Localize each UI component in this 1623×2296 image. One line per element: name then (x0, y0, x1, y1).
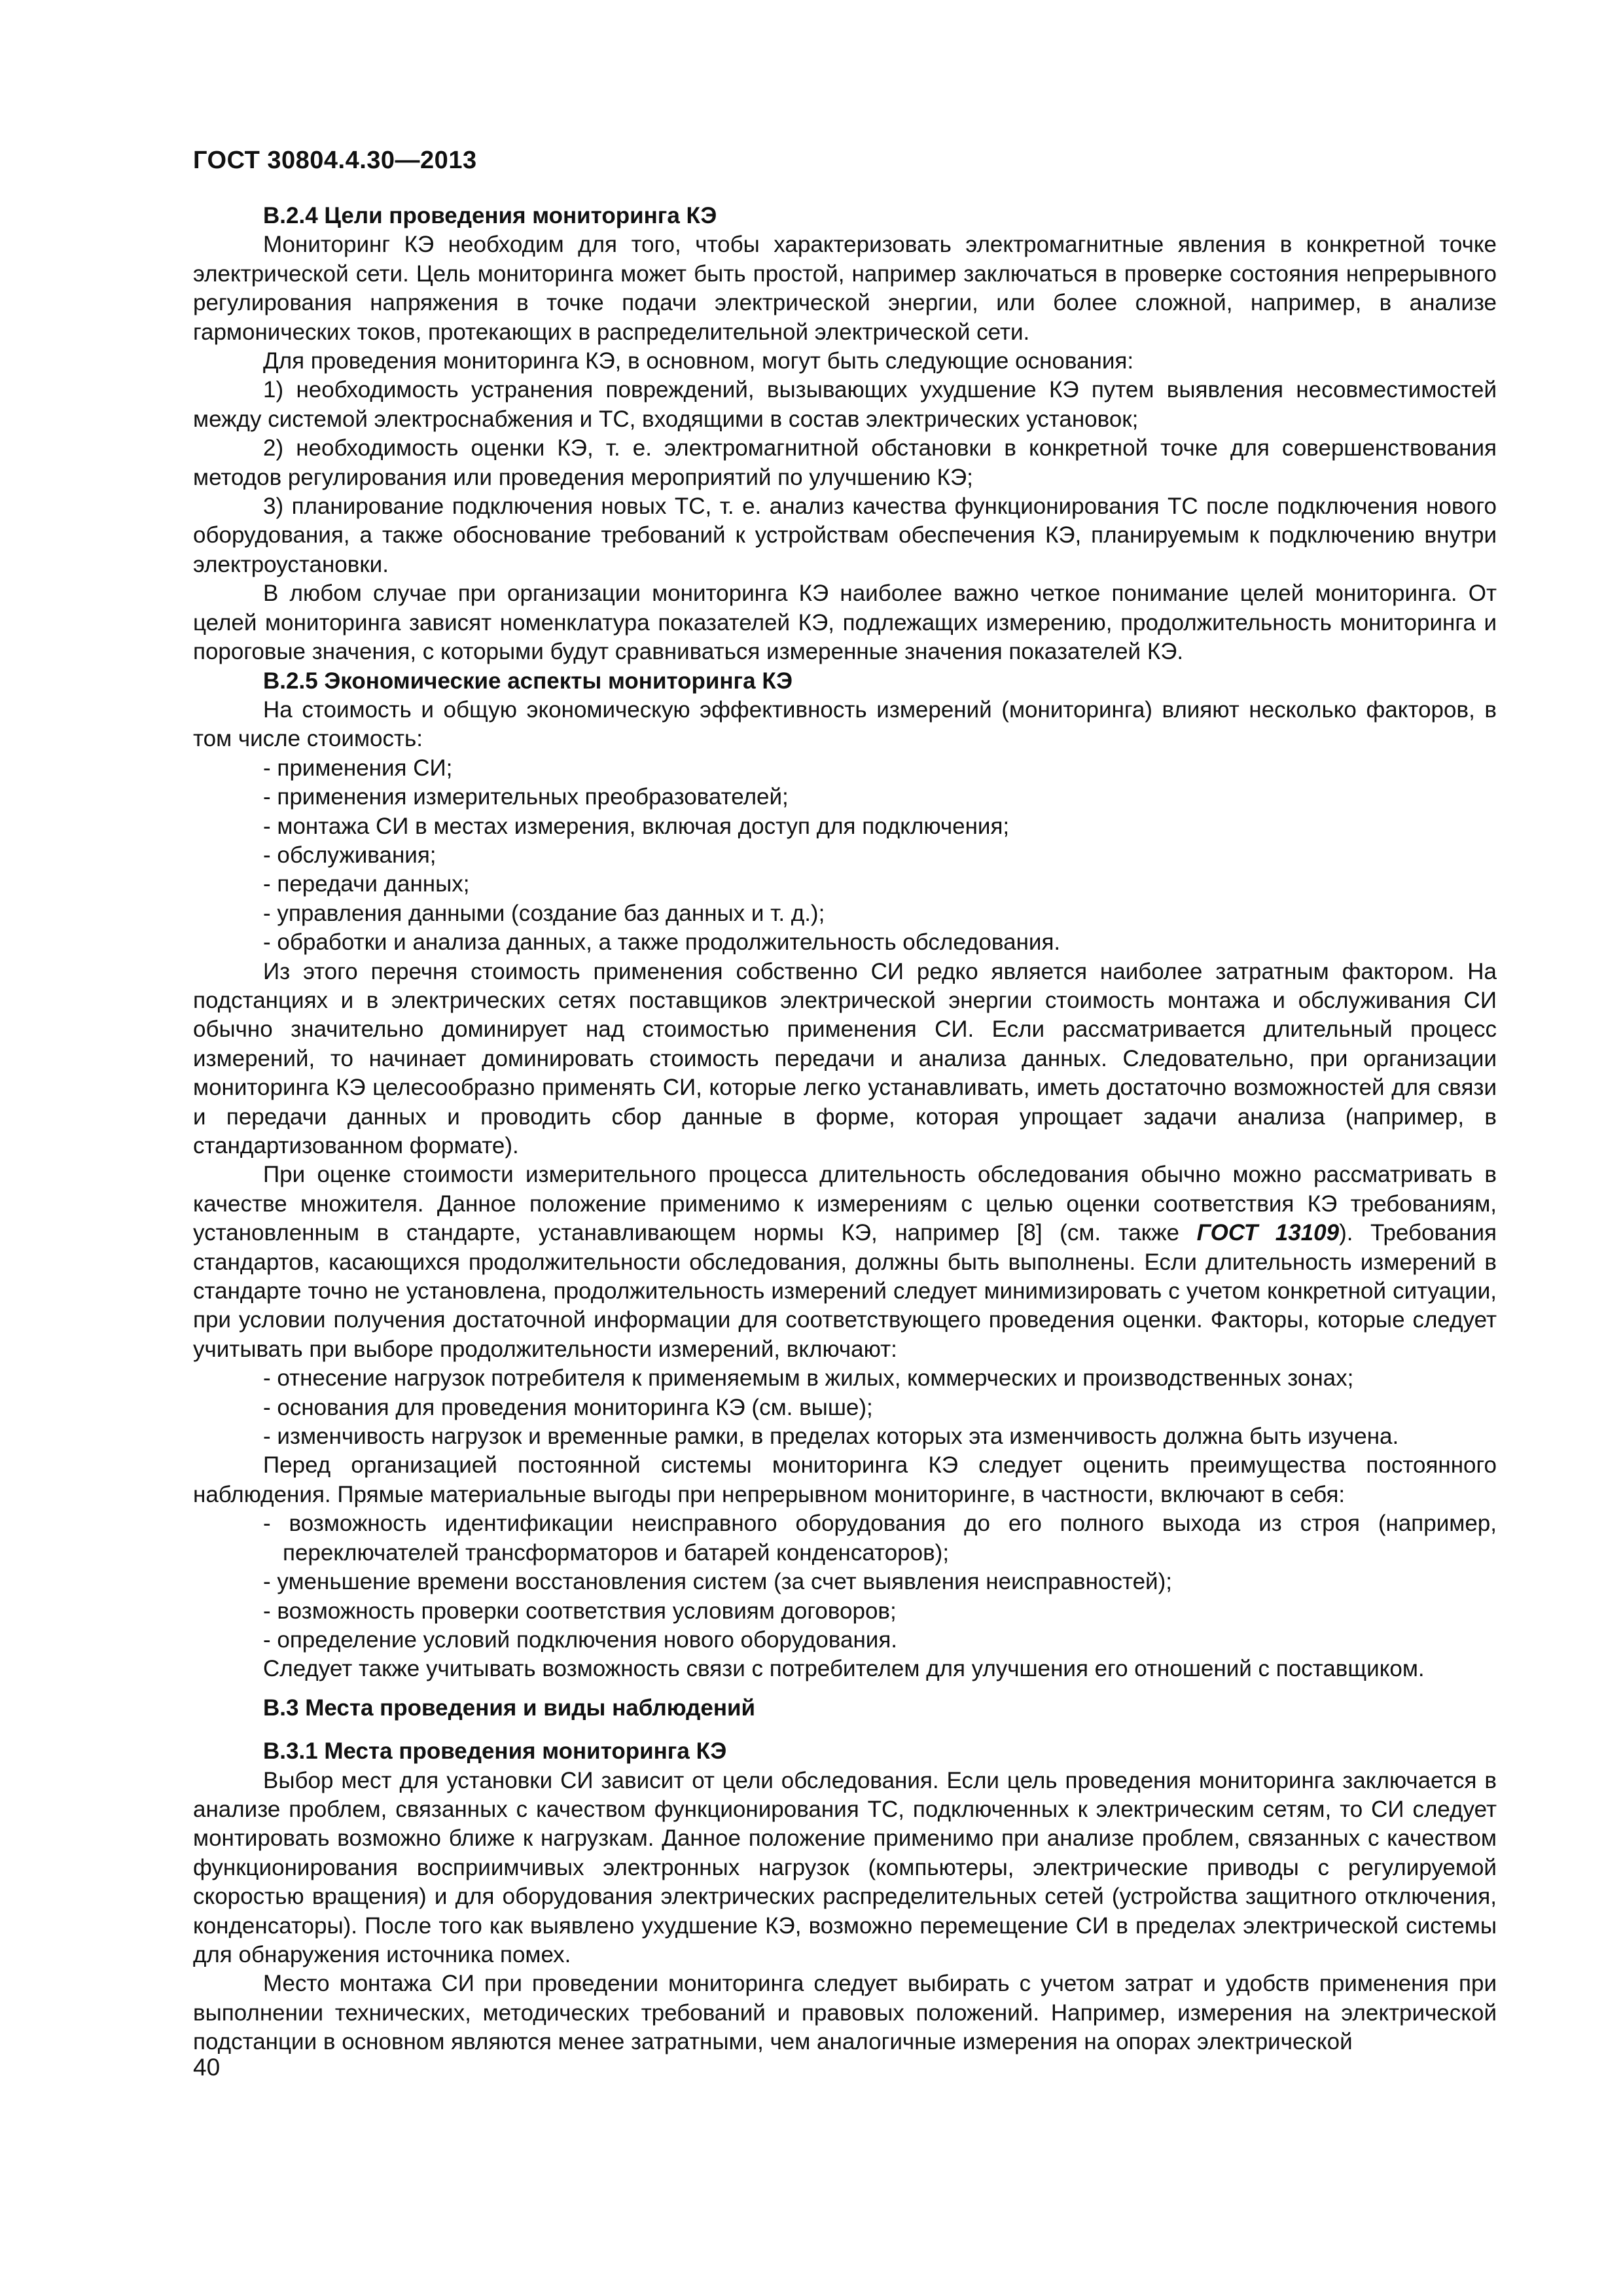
document-body (193, 202, 1497, 2057)
list-item: - основания для проведения мониторинга КЭ (см. выше); (263, 1394, 873, 1420)
paragraph: Место монтажа СИ при проведении мониторинга следует выбирать с учетом затрат и удобств применения при выполнении технических, методических требований и правовых положений. Например, измерения на электрической подстанции в основном являются менее затратными, чем аналогичные измерения на опорах электрической (193, 1971, 1497, 2055)
paragraph-text: ). Требования стандартов, касающихся продолжительности обследования, должны быть выполнены. Если длительность измерений в стандарте точно не установлена, продолжительность измерений следует минимизировать с учетом конкретной ситуации, при условии получения достаточной информации для соответствующего проведения оценки. Факторы, которые следует учитывать при выборе продолжительности измерений, включают: (193, 1220, 1497, 1362)
list-item: - уменьшение времени восстановления систем (за счет выявления неисправностей); (263, 1569, 1172, 1595)
paragraph: Выбор мест для установки СИ зависит от цели обследования. Если цель проведения мониторинга заключается в анализе проблем, связанных с качеством функционирования ТС, подключенных к электрическим сетям, то СИ следует монтировать возможно ближе к нагрузкам. Данное положение применимо при анализе проблем, связанных с качеством функционирования восприимчивых электронных нагрузок (компьютеры, электрические приводы с регулируемой скоростью вращения) и для оборудования электрических распределительных сетей (устройства защитного отключения, конденсаторы). После того как выявлено ухудшение КЭ, возможно перемещение СИ в пределах электрической системы для обнаружения источника помех. (193, 1767, 1497, 1967)
paragraph: Перед организацией постоянной системы мониторинга КЭ следует оценить преимущества постоянного наблюдения. Прямые материальные выгоды при непрерывном мониторинге, в частности, включают в себя: (193, 1452, 1497, 1507)
section-heading-b31: В.3.1 Места проведения мониторинга КЭ (263, 1738, 727, 1765)
list-item: - обслуживания; (263, 842, 437, 868)
list-item: - управления данными (создание баз данных и т. д.); (263, 900, 825, 926)
paragraph: На стоимость и общую экономическую эффективность измерений (мониторинга) влияют несколько факторов, в том числе стоимость: (193, 696, 1497, 752)
page-number: 40 (193, 2054, 221, 2081)
paragraph: Из этого перечня стоимость применения собственно СИ редко является наиболее затратным фактором. На подстанциях и в электрических сетях поставщиков электрической энергии стоимость монтажа и обслуживания СИ обычно значительно доминирует над стоимостью применения СИ. Если рассматривается длительный процесс измерений, то начинает доминировать стоимость передачи и анализа данных. Следовательно, при организации мониторинга КЭ целесообразно применять СИ, которые легко устанавливать, иметь достаточно возможностей для связи и передачи данных и проводить сбор данные в форме, которая упрощает задачи анализа (например, в стандартизованном формате). (193, 958, 1497, 1158)
paragraph (193, 1160, 1497, 1364)
section-heading-b3: В.3 Места проведения и виды наблюдений (263, 1695, 756, 1721)
list-item: - обработки и анализа данных, а также продолжительность обследования. (263, 929, 1061, 956)
list-item: - монтажа СИ в местах измерения, включая доступ для подключения; (263, 813, 1010, 839)
list-item: - определение условий подключения нового оборудования. (263, 1626, 898, 1653)
numbered-item-3: 3) планирование подключения новых ТС, т. е. анализ качества функционирования ТС после подключения нового оборудования, а также обоснование требований к устройствам обеспечения КЭ, планируемым к подключению внутри электроустановки. (193, 493, 1497, 577)
list-item: - применения СИ; (263, 755, 453, 781)
list-item: - изменчивость нагрузок и временные рамки, в пределах которых эта изменчивость должна быть изучена. (263, 1424, 1399, 1450)
paragraph-text: При оценке стоимости измерительного процесса длительность обследования обычно можно рассматривать в качестве множителя. Данное положение применимо к измерениям с целью оценки соответствия КЭ требованиям, установленным в стандарте, устанавливающем нормы КЭ, например [8] (см. также (193, 1162, 1497, 1246)
numbered-item-1: 1) необходимость устранения повреждений, вызывающих ухудшение КЭ путем выявления несовместимостей между системой электроснабжения и ТС, входящими в состав электрических установок; (193, 377, 1497, 432)
list-item: - возможность идентификации неисправного оборудования до его полного выхода из строя (например, переключателей трансформаторов и батарей конденсаторов); (263, 1511, 1497, 1566)
list-item: - применения измерительных преобразователей; (263, 784, 789, 810)
section-heading-b24: В.2.4 Цели проведения мониторинга КЭ (263, 203, 717, 228)
paragraph: В любом случае при организации мониторинга КЭ наиболее важно четкое понимание целей мониторинга. От целей мониторинга зависят номенклатура показателей КЭ, подлежащих измерению, продолжительность мониторинга и пороговые значения, с которыми будут сравниваться измеренные значения показателей КЭ. (193, 581, 1497, 665)
list-item: - возможность проверки соответствия условиям договоров; (263, 1598, 897, 1624)
paragraph: Следует также учитывать возможность связи с потребителем для улучшения его отношений с поставщиком. (263, 1656, 1425, 1682)
section-heading-b25: В.2.5 Экономические аспекты мониторинга КЭ (263, 668, 793, 694)
numbered-item-2: 2) необходимость оценки КЭ, т. е. электромагнитной обстановки в конкретной точке для совершенствования методов регулирования или проведения мероприятий по улучшению КЭ; (193, 435, 1497, 490)
paragraph: Для проведения мониторинга КЭ, в основном, могут быть следующие основания: (263, 348, 1134, 374)
list-item: - отнесение нагрузок потребителя к применяемым в жилых, коммерческих и производственных зонах; (263, 1365, 1354, 1391)
paragraph: Мониторинг КЭ необходим для того, чтобы характеризовать электромагнитные явления в конкретной точке электрической сети. Цель мониторинга может быть простой, например заключаться в проверке состояния непрерывного регулирования напряжения в точке подачи электрической энергии, или более сложной, например, в анализе гармонических токов, протекающих в распределительной электрической сети. (193, 232, 1497, 345)
list-item: - передачи данных; (263, 871, 470, 897)
standard-reference: ГОСТ 13109 (1196, 1220, 1340, 1246)
page-header: ГОСТ 30804.4.30—2013 (193, 147, 477, 174)
